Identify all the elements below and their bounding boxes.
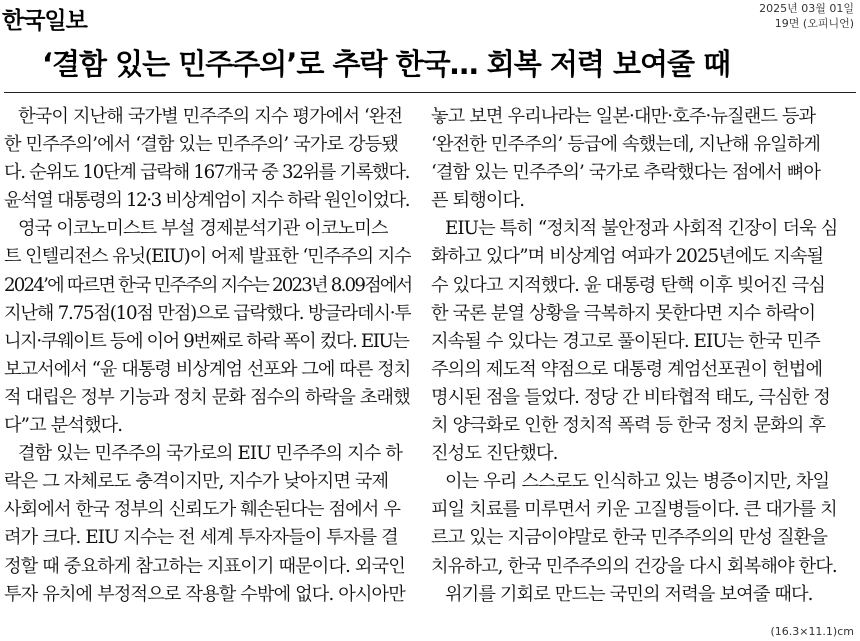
article-text-line: 한 민주주의’에서 ‘결함 있는 민주주의’ 국가로 강등됐 [4,134,398,156]
article-text-line: 한 국론 분열 상황을 극복하지 못한다면 지수 하락이 [431,302,816,324]
article-text-line: 다”고 분석했다. [4,415,123,437]
article-text-line: 윤석열 대통령의 12·3 비상계엄이 지수 하락 원인이었다. [4,190,410,212]
article-text-line: 사회에서 한국 정부의 신뢰도가 훼손된다는 점에서 우 [4,499,401,521]
headline-divider [4,92,856,93]
article-text-line: ‘완전한 민주주의’ 등급에 속했는데, 지난해 유일하게 [431,134,821,156]
article-text-line: 지속될 수 있다는 경고로 풀이된다. EIU는 한국 민주 [431,330,820,352]
article-text-line: 치 양극화로 인한 정치적 폭력 등 한국 정치 문화의 후 [431,415,825,437]
article-text-line: 치유하고, 한국 민주주의의 건강을 다시 회복해야 한다. [431,555,837,577]
article-text-line: EIU는 특히 “정치적 불안정과 사회적 긴장이 더욱 심 [445,218,838,240]
article-text-line: 화하고 있다”며 비상계엄 여파가 2025년에도 지속될 [431,246,824,268]
article-text-line: 지난해 7.75점(10점 만점)으로 급락했다. 방글라데시·투 [4,302,411,324]
article-text-line: 정할 때 중요하게 참고하는 지표이기 때문이다. 외국인 [4,555,405,577]
article-text-line: 니지·쿠웨이트 등에 이어 9번째로 하락 폭이 컸다. EIU는 [4,330,409,352]
article-text-line: 피일 치료를 미루면서 키운 고질병들이다. 큰 대가를 치 [431,499,837,521]
publication-date: 2025년 03월 01일 [759,2,854,15]
article-text-line: 적 대립은 정부 기능과 정치 문화 점수의 하락을 초래했 [4,386,410,408]
article-text-line: 놓고 보면 우리나라는 일본·대만·호주·뉴질랜드 등과 [431,106,816,127]
article-column-left [4,103,411,609]
newspaper-masthead: 한국일보 [2,8,87,34]
article-text-line: 보고서에서 “윤 대통령 비상계엄 선포와 그에 따른 정치 [4,358,411,380]
article-text-line: 영국 이코노미스트 부설 경제분석기관 이코노미스 [18,218,388,240]
article-size-note: (16.3×11.1)cm [770,625,854,638]
article-text-line: 락은 그 자체로도 충격이지만, 지수가 낮아지면 국제 [4,471,389,493]
page-section: 19면 (오피니언) [774,17,854,30]
article-text-line: 2024’에 따르면 한국 민주주의 지수는 2023년 8.09점에서 [4,274,411,296]
article-text-line: 위기를 기회로 만드는 국민의 저력을 보여줄 때다. [445,583,813,605]
article-text-line: 수 있다고 지적했다. 윤 대통령 탄핵 이후 빚어진 극심 [431,274,825,296]
article-text-line: 다. 순위도 10단계 급락해 167개국 중 32위를 기록했다. [4,162,410,184]
article-text-line: 주의의 제도적 약점으로 대통령 계엄선포권이 헌법에 [431,358,823,380]
article-text-line: 한국이 지난해 국가별 민주주의 지수 평가에서 ‘완전 [18,106,403,127]
article-text-line: 명시된 점을 들었다. 정당 간 비타협적 태도, 극심한 정 [431,386,830,408]
article-text-line: 트 인텔리전스 유닛(EIU)이 어제 발표한 ‘민주주의 지수 [4,246,411,268]
article-text-line: 결함 있는 민주주의 국가로의 EIU 민주주의 지수 하 [18,443,402,465]
article-text-line: 픈 퇴행이다. [431,190,525,212]
article-headline: ‘결함 있는 민주주의’로 추락 한국… 회복 저력 보여줄 때 [42,47,731,81]
article-text-line: 르고 있는 지금이야말로 한국 민주주의의 만성 질환을 [431,527,828,549]
article-column-right [431,103,844,609]
article-text-line: 이는 우리 스스로도 인식하고 있는 병증이지만, 차일 [445,471,830,493]
article-text-line: 투자 유치에 부정적으로 작용할 수밖에 없다. 아시아만 [4,583,405,605]
article-text-line: 진성도 진단했다. [431,443,558,465]
article-text-line: 려가 크다. EIU 지수는 전 세계 투자자들이 투자를 결 [4,527,398,549]
publication-meta [759,1,854,31]
article-text-line: ‘결함 있는 민주주의’ 국가로 추락했다는 점에서 뼈아 [431,162,821,184]
